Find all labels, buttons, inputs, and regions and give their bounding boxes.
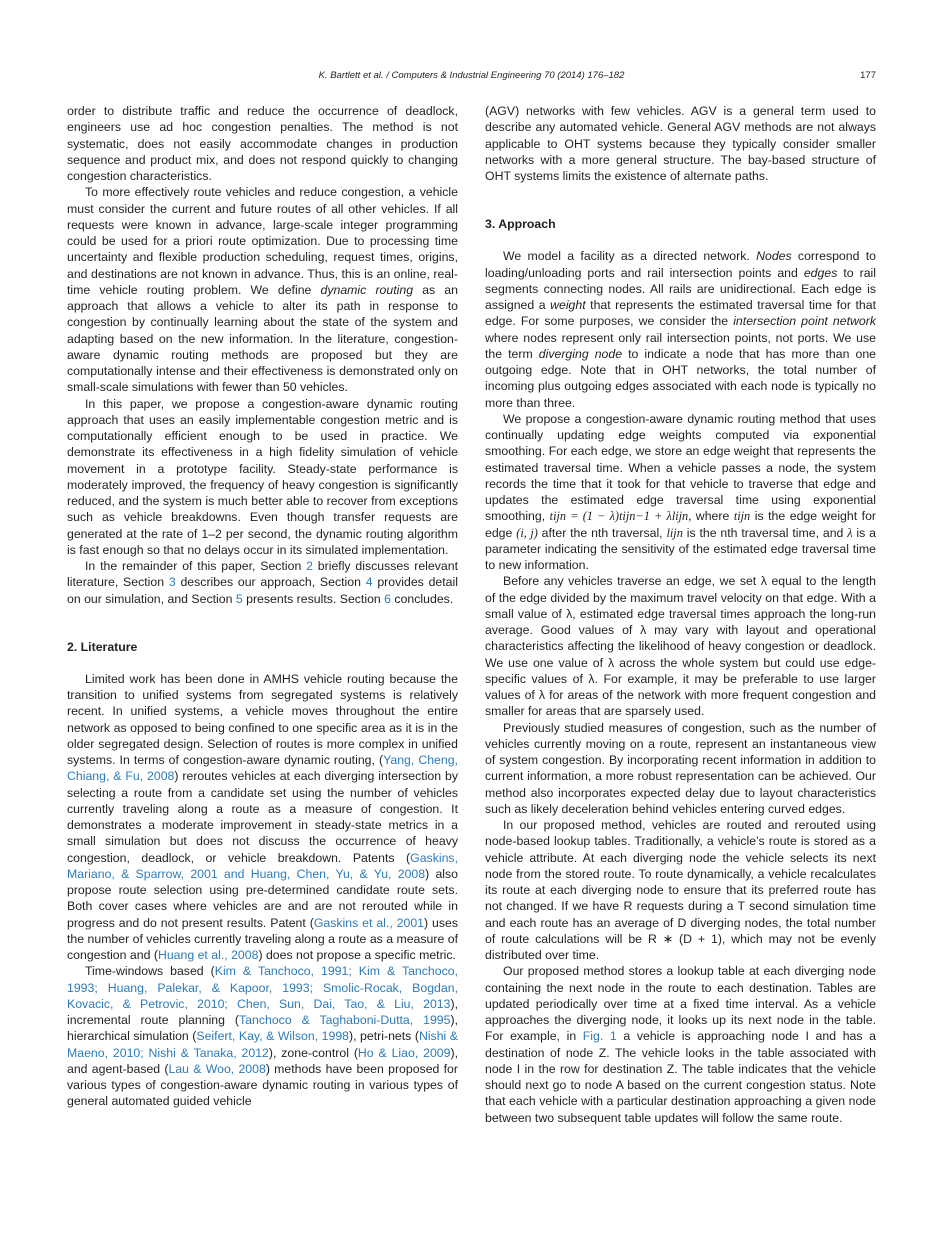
term-nodes: Nodes bbox=[756, 249, 792, 264]
math-ij: (i, j) bbox=[516, 525, 538, 540]
section-4-link[interactable]: 4 bbox=[365, 575, 373, 590]
smoothing-formula: tijn = (1 − λ)tijn−1 + λlijn, bbox=[549, 509, 692, 524]
math-t: tijn bbox=[733, 509, 751, 524]
section-3-link[interactable]: 3 bbox=[168, 575, 176, 590]
paragraph: We model a facility as a directed network. Nodes correspond to loading/unloading ports and rail intersection points and edges to rail segments connecting nodes. All rails are unidirectional. Each edge is assigned a weight that represents the estimated traversal time for that edge. For some purposes, we consider the intersection point network where nodes represent only rail intersection points, not ports. We use the term diverging node to indicate a node that has more than one outgoing edge. Note that in OHT networks, the total number of incoming plus outgoing edges associated with each node is typically no more than three. bbox=[485, 249, 876, 410]
section-5-link[interactable]: 5 bbox=[235, 591, 243, 606]
section-6-link[interactable]: 6 bbox=[384, 591, 392, 606]
section-2-link[interactable]: 2 bbox=[306, 559, 313, 573]
term-weight: weight bbox=[550, 298, 586, 312]
paragraph: Time-windows based (Kim & Tanchoco, 1991; Kim & Tanchoco, 1993; Huang, Palekar, & Kapoor, 1993; Smolic-Rocak, Bogdan, Kovacic, & Petrovic, 2010; Chen, Sun, Dai, Tao, & Liu, 2013), incremental route planning (Tanchoco & Taghaboni-Dutta, 1995), hierarchical simulation (Seifert, Kay, & Wilson, 1998), petri-nets (Nishi & Maeno, 2010; Nishi & Tanaka, 2012), zone-control (Ho & Liao, 2009), and agent-based (Lau & Woo, 2008) methods have been proposed for various types of congestion-aware dynamic routing in various types of general automated guided vehicle bbox=[67, 964, 458, 1109]
paragraph: Our proposed method stores a lookup table at each diverging node containing the next node in the route to each destination. Tables are updated periodically over time at a fixed time interval. As a vehicle approaches the diverging node, it looks up its next node in the table. For example, in Fig. 1 a vehicle is approaching node I and has a destination of node Z. The vehicle looks in the table associated with node I in the row for destination Z. The table indicates that the vehicle should next go to node A based on the current congestion status. Note that each vehicle with a particular destination approaching a given node between two subsequent table updates will follow the same route. bbox=[485, 964, 876, 1125]
paragraph: In our proposed method, vehicles are routed and rerouted using node-based lookup tables. Traditionally, a vehicle’s route is stored as a vehicle attribute. At each diverging node the vehicle selects its next node from the stored route. To route dynamically, a vehicle recalculates its route at each diverging node to ensure that its preferred route has not changed. If we have R requests during a T second simulation time and each route has an average of D diverging nodes, the total number of route calculations will be R ∗ (D + 1), which may not be evenly distributed over time. bbox=[485, 818, 876, 962]
figure-1-link[interactable]: Fig. 1 bbox=[582, 1029, 617, 1044]
citation-link[interactable]: Kim & Tanchoco, 1991; Kim & Tanchoco, 1993; Huang, Palekar, & Kapoor, 1993; Smolic-Rocak, Bogdan, Kovacic, & Petrovic, 2010; Chen, Sun, Dai, Tao, & Liu, 2013 bbox=[67, 964, 458, 1011]
paragraph: In this paper, we propose a congestion-aware dynamic routing approach that uses an easily implementable congestion metric and is computationally efficient enough to be used in practice. We demonstrate its effectiveness in a high fidelity simulation of vehicle movement in a prototype facility. Steady-state performance is moderately improved, the frequency of heavy congestion is significantly reduced, and the system is much better able to recover from exceptions such as vehicle breakdowns. Even though transfer requests are generated at the rate of 1–2 per second, the dynamic routing algorithm is fast enough so that no delays occur in its simulated implementation. bbox=[67, 396, 458, 557]
citation-link[interactable]: Seifert, Kay, & Wilson, 1998 bbox=[196, 1029, 350, 1044]
citation-link[interactable]: Gaskins et al., 2001 bbox=[313, 915, 424, 930]
math-l: lijn bbox=[666, 525, 683, 540]
paragraph: To more effectively route vehicles and reduce congestion, a vehicle must consider the current and future routes of all other vehicles. If all requests were known in advance, large-scale integer programming could be used for a priori route optimization. Due to processing time uncertainty and flexible production scheduling, request times, origins, and destinations are not known in advance. Thus, this is an online, real-time vehicle routing problem. We define dynamic routing as an approach that allows a vehicle to alter its path in response to congestion by continually learning about the state of the system and adapting based on the new information. In the literature, congestion-aware dynamic routing methods are proposed but they are computationally intense and their effectiveness is demonstrated only on small-scale simulations with fewer than 50 vehicles. bbox=[67, 185, 458, 395]
paragraph: (AGV) networks with few vehicles. AGV is a general term used to describe any automated vehicle. General AGV methods are not always applicable to OHT systems because they typically consider smaller networks with a more general structure. The bay-based structure of OHT systems limits the existence of alternate paths. bbox=[485, 104, 876, 183]
term-diverging-node: diverging node bbox=[538, 346, 623, 361]
citation-link[interactable]: Nishi & Maeno, 2010; Nishi & Tanaka, 2012 bbox=[67, 1029, 458, 1060]
section-heading-literature: 2. Literature bbox=[67, 639, 138, 654]
right-column bbox=[485, 103, 876, 1126]
page-number: 177 bbox=[860, 70, 876, 81]
math-lambda: λ bbox=[847, 525, 853, 540]
journal-citation: K. Bartlett et al. / Computers & Industrial Engineering 70 (2014) 176–182 bbox=[318, 70, 625, 81]
citation-link[interactable]: Huang et al., 2008 bbox=[157, 948, 259, 962]
running-header bbox=[67, 70, 876, 84]
paragraph: Limited work has been done in AMHS vehicle routing because the transition to unified systems from segregated systems is relatively recent. In unified systems, a vehicle moves throughout the entire network as opposed to being confined to one specific area as it is in the older segregated design. Selection of routes is more complex in unified systems. In terms of congestion-aware dynamic routing, (Yang, Cheng, Chiang, & Fu, 2008) reroutes vehicles at each diverging intersection by selecting a route from a candidate set using the number of vehicles currently traveling along a route as a measure of congestion. It demonstrates a moderate improvement in steady-state metrics in a small simulation but does not discuss the occurrence of heavy congestion, deadlock, or vehicle breakdown. Patents (Gaskins, Mariano, & Sparrow, 2001 and Huang, Chen, Yu, & Yu, 2008) also propose route selection using pre-determined candidate route sets. Both cover cases where vehicles are and are not rerouted while in progress and do not present results. Patent (Gaskins et al., 2001) uses the number of vehicles currently traveling along a route as a measure of congestion and (Huang et al., 2008) does not propose a specific metric. bbox=[67, 671, 458, 962]
citation-link[interactable]: Tanchoco & Taghaboni-Dutta, 1995 bbox=[239, 1013, 451, 1027]
section-heading-approach: 3. Approach bbox=[485, 217, 556, 232]
term-edges: edges bbox=[803, 265, 838, 280]
citation-link[interactable]: Lau & Woo, 2008 bbox=[168, 1061, 266, 1076]
citation-link[interactable]: Ho & Liao, 2009 bbox=[357, 1045, 451, 1060]
paragraph: We propose a congestion-aware dynamic routing method that uses continually updating edge weights computed via exponential smoothing. For each edge, we store an edge weight that represents the estimated traversal time. When a vehicle passes a node, the system records the time that it took for that vehicle to traverse that edge and updates the estimated edge traversal time using exponential smoothing, tijn = (1 − λ)tijn−1 + λlijn, where tijn is the edge weight for edge (i, j) after the nth traversal, lijn is the nth traversal time, and λ is a parameter indicating the sensitivity of the estimated edge traversal time to new information. bbox=[485, 411, 877, 572]
paragraph: Previously studied measures of congestion, such as the number of vehicles currently moving on a route, represent an instantaneous view of system congestion. By incorporating recent information in addition to current information, a more robust representation can be achieved. Our method also incorporates expected delay due to layout characteristics such as likely deceleration behind vehicles entering curved edges. bbox=[485, 720, 876, 816]
citation-link[interactable]: Gaskins, Mariano, & Sparrow, 2001 and Huang, Chen, Yu, & Yu, 2008 bbox=[67, 850, 458, 881]
citation-link[interactable]: Yang, Cheng, Chiang, & Fu, 2008 bbox=[67, 753, 458, 784]
term-dynamic-routing: dynamic routing bbox=[320, 282, 414, 297]
paragraph: In the remainder of this paper, Section 2 briefly discusses relevant literature, Section 3 describes our approach, Section 4 provides detail on our simulation, and Section 5 presents results. Section 6 concludes. bbox=[67, 559, 458, 606]
term-intersection-point-network: intersection point network bbox=[733, 314, 876, 329]
paragraph: order to distribute traffic and reduce the occurrence of deadlock, engineers use ad hoc congestion penalties. The method is not systematic, does not easily accommodate changes in production sequence and product mix, and does not respond quickly to changing congestion characteristics. bbox=[67, 104, 458, 183]
paragraph: Before any vehicles traverse an edge, we set λ equal to the length of the edge divided by the maximum travel velocity on that edge. With a small value of λ, estimated edge traversal times approach the long-run average. Good values of λ may vary with layout and operational characteristics affecting the likelihood of heavy congestion or deadlock. We use one value of λ across the whole system but could use edge-specific values of λ. For example, it may be preferable to use larger values of λ for areas of the network with more frequent congestion and smaller for areas that are sparsely used. bbox=[485, 574, 876, 719]
left-column bbox=[67, 103, 458, 1110]
